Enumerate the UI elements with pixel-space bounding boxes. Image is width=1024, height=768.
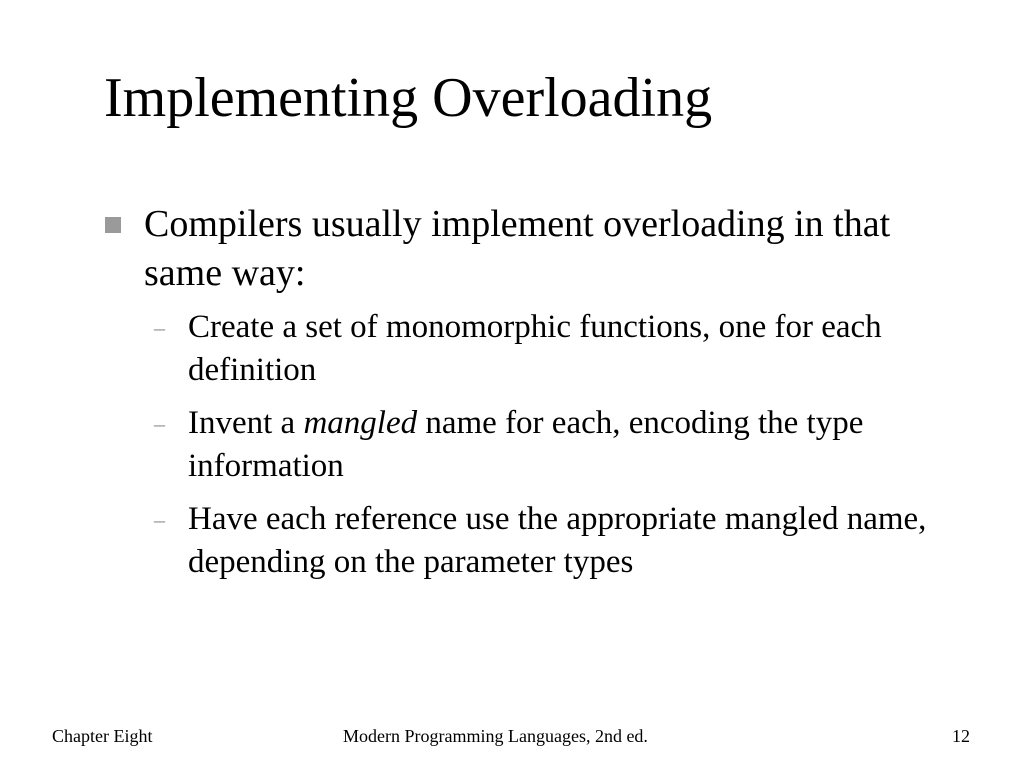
sub-bullet-text-end: name for each, encoding the type information — [188, 405, 864, 484]
bullet-item — [104, 200, 964, 298]
emphasized-term: mangled — [303, 405, 418, 441]
dash-bullet-icon: – — [154, 315, 165, 340]
sub-bullet-item — [144, 306, 964, 392]
slide-content — [104, 200, 964, 594]
dash-bullet-icon: – — [154, 507, 165, 532]
slide-title: Implementing Overloading — [104, 67, 713, 129]
sub-bullet-item — [144, 402, 964, 488]
square-bullet-icon — [105, 217, 121, 233]
footer-chapter: Chapter Eight — [52, 726, 153, 746]
sub-bullet-list — [144, 306, 964, 584]
footer-book-title: Modern Programming Languages, 2nd ed. — [343, 726, 648, 746]
sub-bullet-text-start: Invent a — [188, 405, 304, 441]
sub-bullet-text: Create a set of monomorphic functions, one for each definition — [188, 309, 882, 388]
sub-bullet-text: Have each reference use the appropriate mangled name, depending on the parameter types — [188, 501, 927, 580]
footer-page-number: 12 — [952, 726, 970, 746]
dash-bullet-icon: – — [154, 411, 165, 436]
bullet-text: Compilers usually implement overloading in that same way: — [144, 203, 891, 294]
sub-bullet-item — [144, 498, 964, 584]
